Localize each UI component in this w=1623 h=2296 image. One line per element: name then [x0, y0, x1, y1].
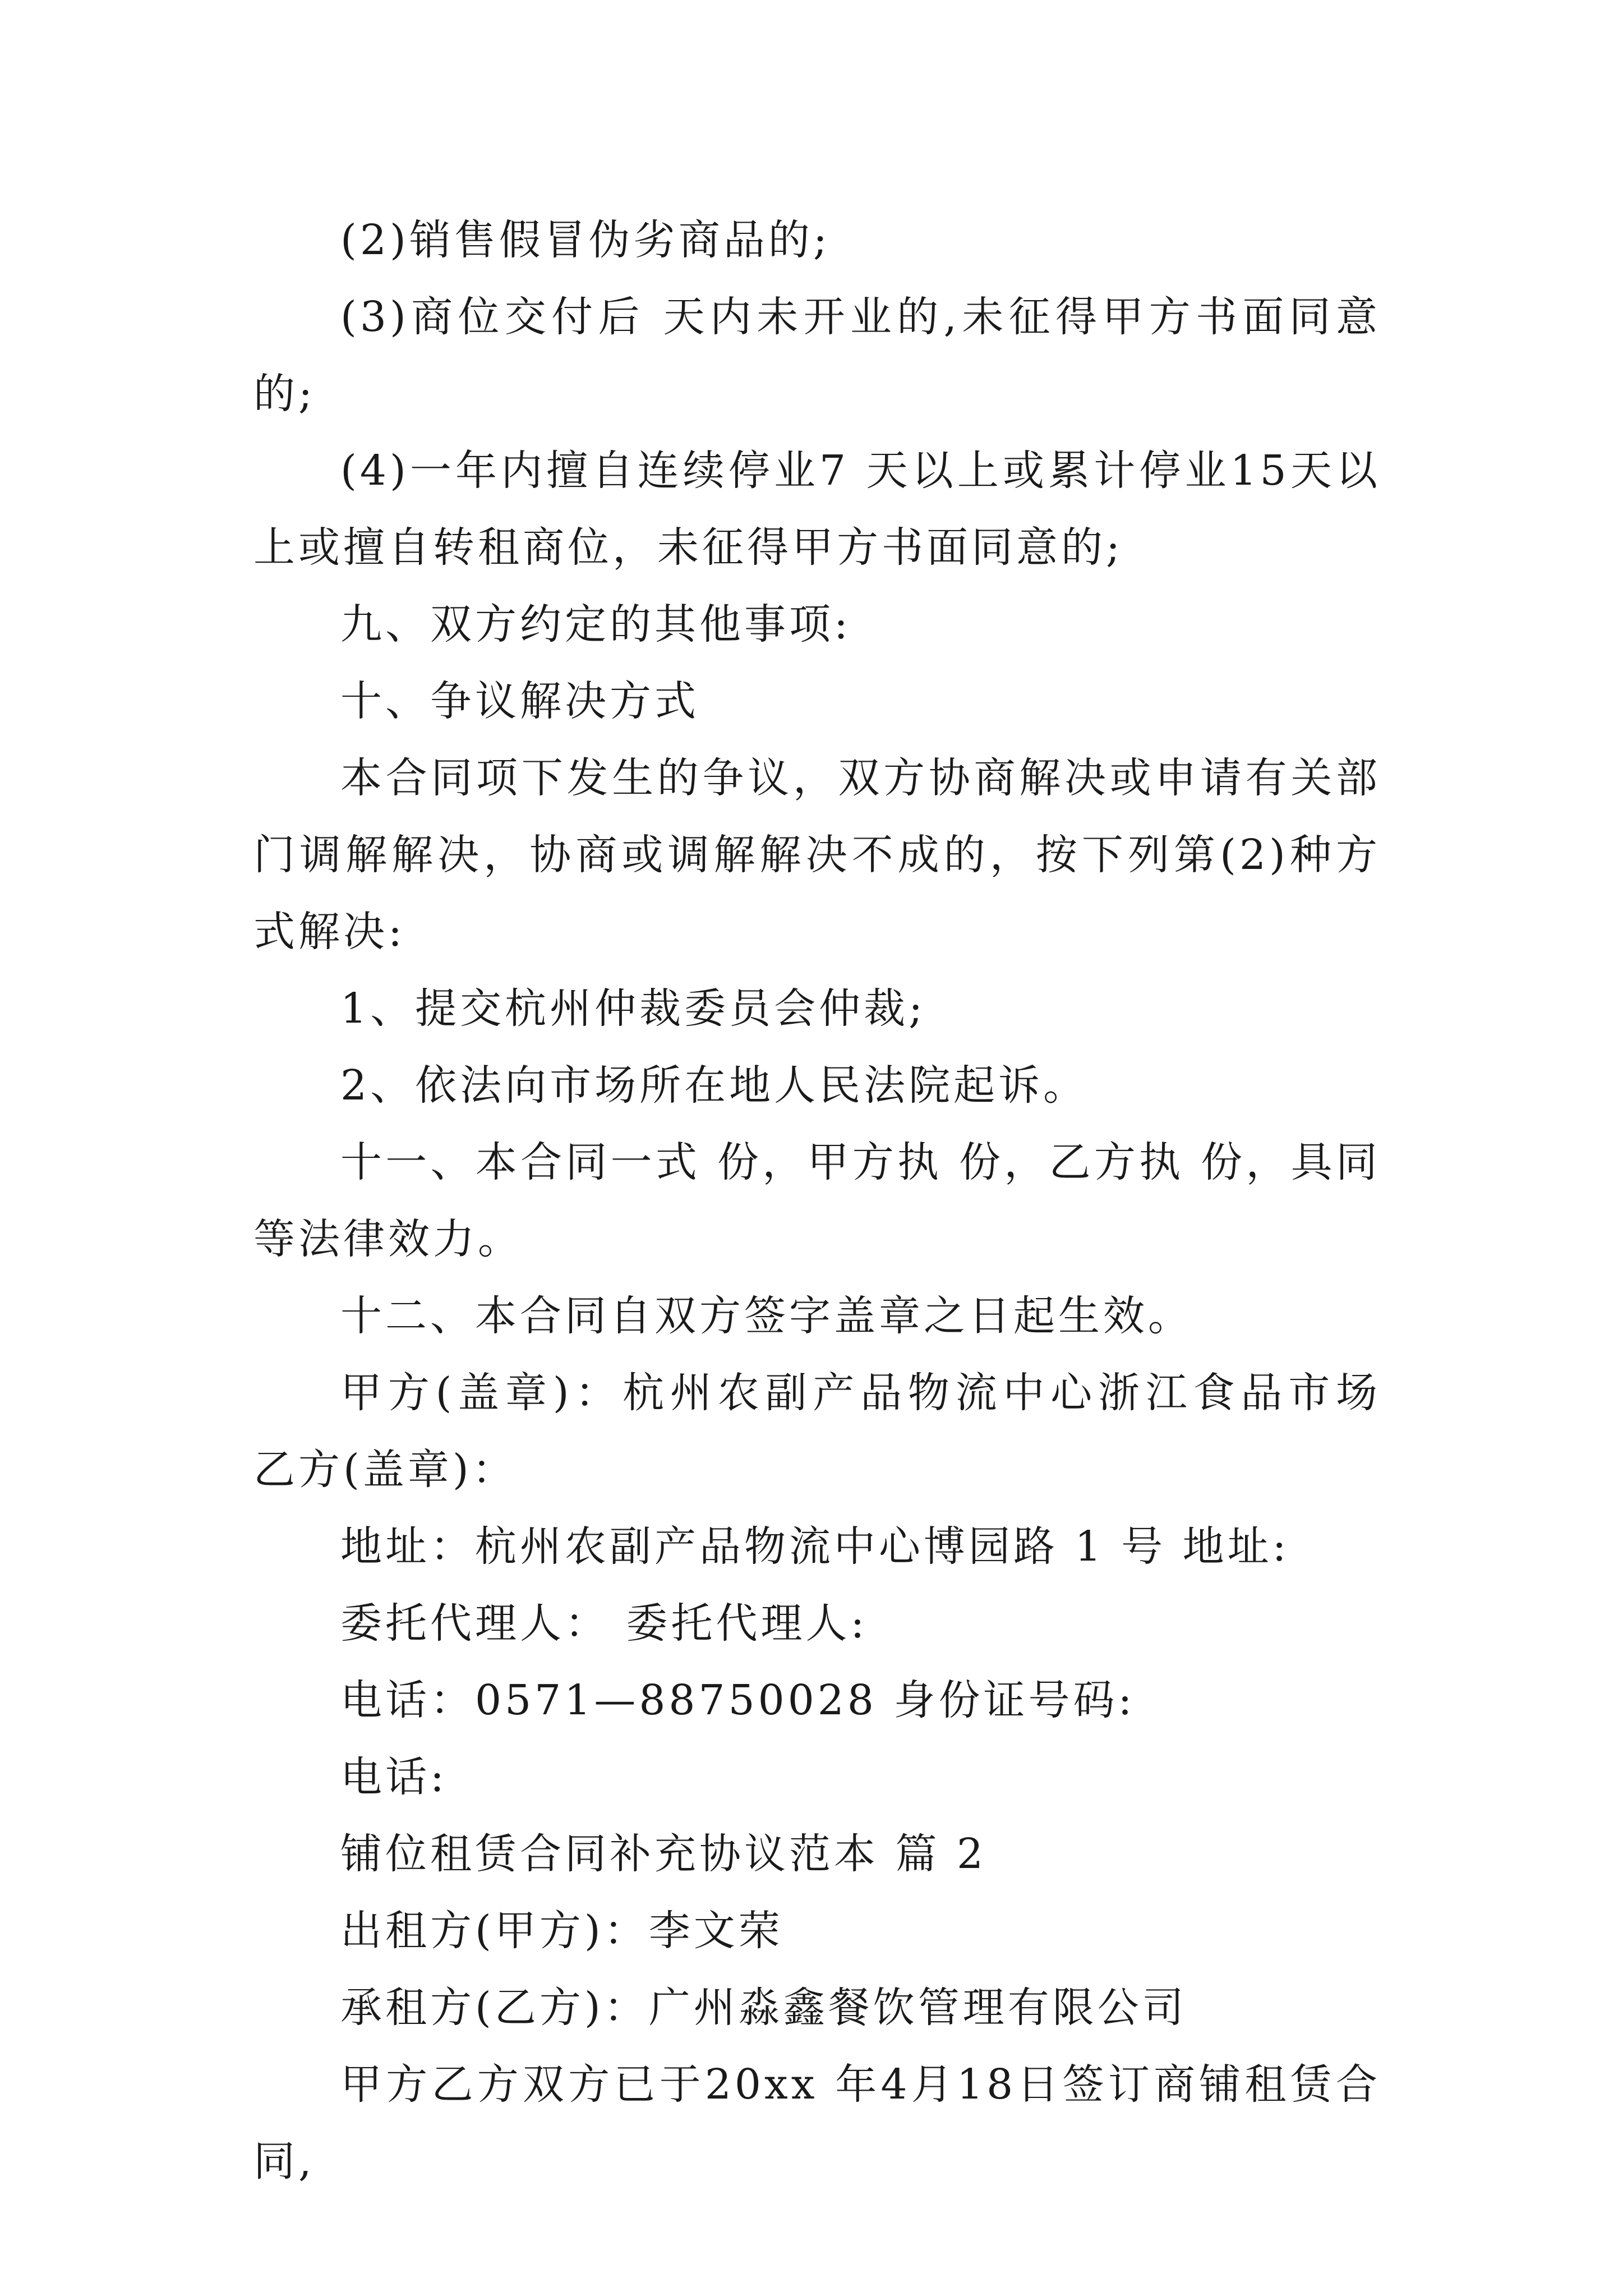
paragraph-address: 地址：杭州农副产品物流中心博园路 1 号 地址: — [340, 1522, 1290, 1571]
paragraph-dispute-resolution: 本合同项下发生的争议，双方协商解决或申请有关部门调解解决，协商或调解解决不成的，按下列第(2)种方式解决: — [253, 754, 1381, 956]
paragraph-litigation-option: 2、依法向市场所在地人民法院起诉。 — [340, 1061, 1089, 1110]
paragraph-phone-id: 电话：0571—88750028 身份证号码: — [340, 1676, 1136, 1724]
paragraph-clause-11-copies: 十一、本合同一式 份，甲方执 份，乙方执 份，具同等法律效力。 — [253, 1138, 1381, 1263]
paragraph-clause-9-heading: 九、双方约定的其他事项: — [340, 600, 851, 648]
paragraph-agent: 委托代理人： 委托代理人: — [340, 1599, 868, 1648]
paragraph-contract-intro: 甲方乙方双方已于20xx 年4月18日签订商铺租赁合同, — [253, 2060, 1381, 2185]
paragraph-arbitration-option: 1、提交杭州仲裁委员会仲裁; — [340, 984, 926, 1033]
paragraph-lessor: 出租方(甲方)：李文荣 — [340, 1907, 783, 1955]
paragraph-section-2-title: 铺位租赁合同补充协议范本 篇 2 — [340, 1830, 987, 1878]
document-body — [253, 202, 1381, 2200]
paragraph-party-a-seal: 甲方(盖章)：杭州农副产品物流中心浙江食品市场 乙方(盖章)： — [253, 1369, 1381, 1494]
paragraph-clause-8-2: (2)销售假冒伪劣商品的; — [340, 216, 831, 264]
paragraph-clause-12-effective: 十二、本合同自双方签字盖章之日起生效。 — [340, 1292, 1193, 1340]
paragraph-clause-10-heading: 十、争议解决方式 — [340, 677, 699, 725]
paragraph-clause-8-4: (4)一年内擅自连续停业7 天以上或累计停业15天以上或擅自转租商位，未征得甲方书面同意的; — [253, 447, 1381, 572]
paragraph-phone: 电话: — [340, 1753, 448, 1801]
paragraph-lessee: 承租方(乙方)：广州淼鑫餐饮管理有限公司 — [340, 1984, 1187, 2032]
paragraph-clause-8-3: (3)商位交付后 天内未开业的,未征得甲方书面同意的; — [253, 293, 1381, 418]
